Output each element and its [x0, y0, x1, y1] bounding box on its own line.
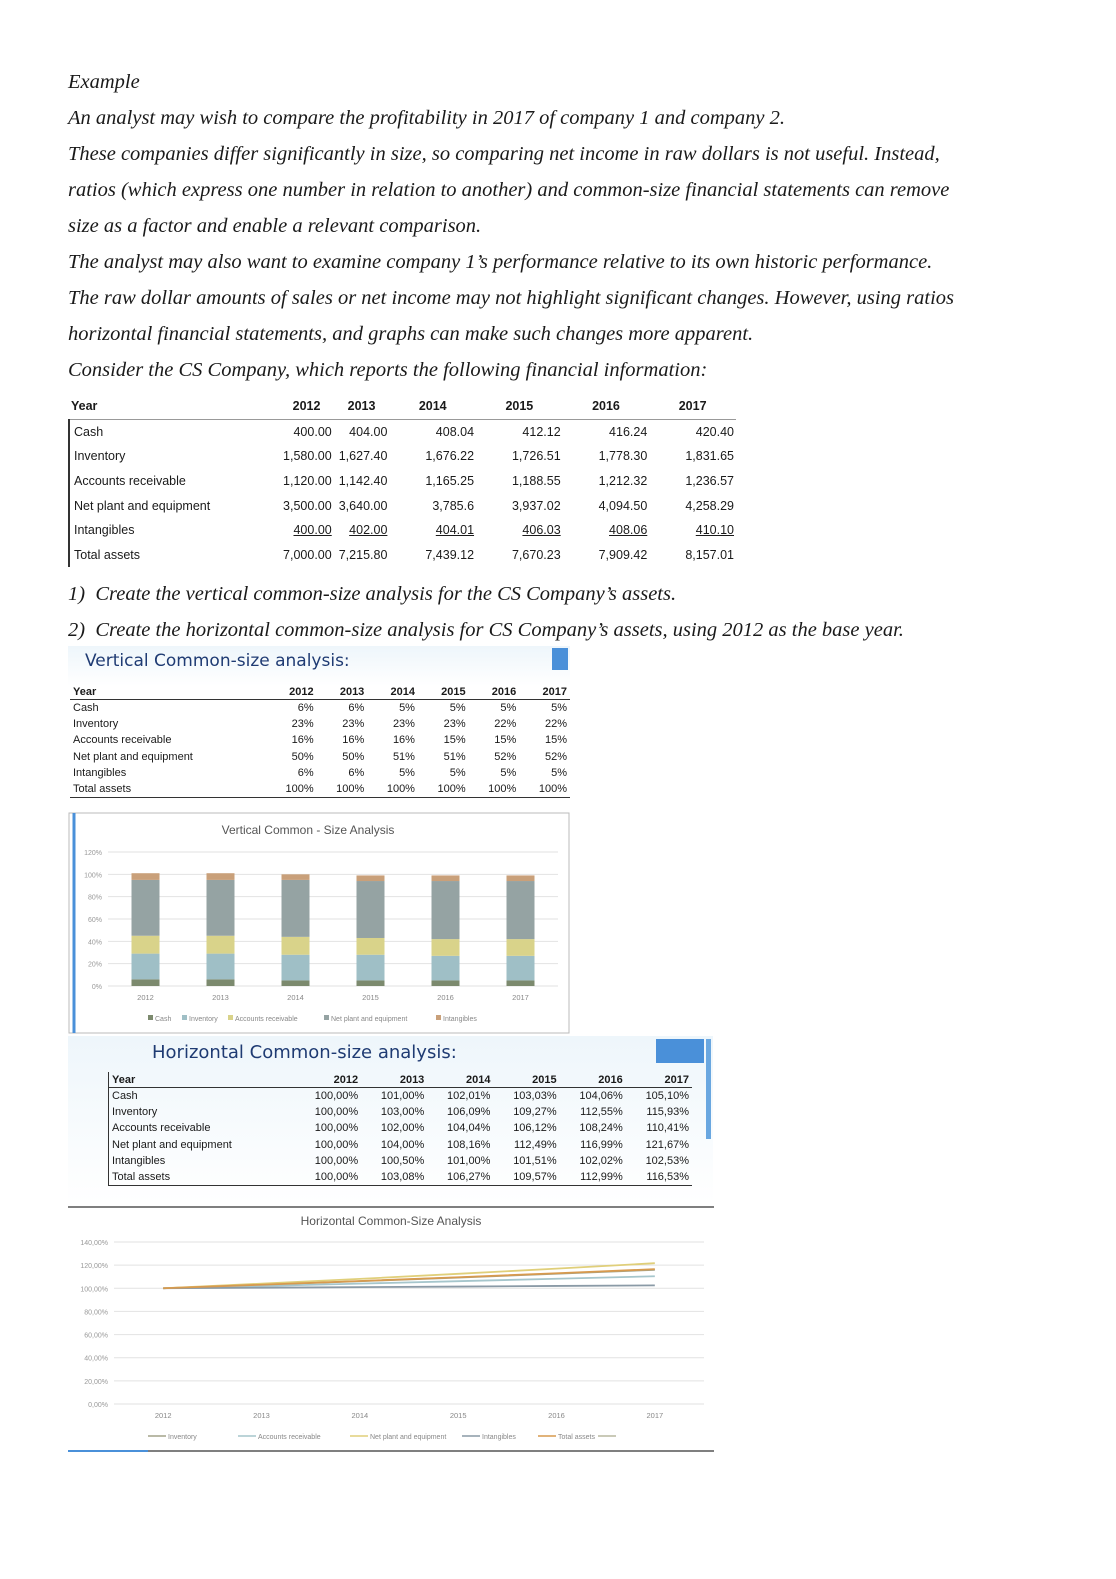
table-cell: 15% — [443, 734, 466, 747]
bar-segment — [432, 956, 460, 981]
decorative-block — [656, 1039, 704, 1063]
legend-swatch — [228, 1015, 233, 1020]
x-tick-label: 2014 — [351, 1411, 369, 1420]
table-cell: 108,24% — [579, 1122, 623, 1135]
y-tick-label: 0,00% — [88, 1402, 108, 1409]
bar-segment — [357, 955, 385, 981]
y-tick-label: 80% — [87, 894, 102, 902]
intro-text — [68, 64, 1068, 388]
y-tick-label: 120% — [84, 850, 102, 857]
legend-label: Intangibles — [482, 1434, 516, 1441]
table-cell: 108,16% — [447, 1138, 491, 1151]
y-tick-label: 100,00% — [80, 1286, 108, 1294]
table-cell: 6% — [297, 766, 314, 779]
series-line — [163, 1263, 655, 1288]
x-tick-label: 2015 — [449, 1411, 467, 1420]
row-label: Intangibles — [73, 766, 127, 779]
table-cell: 3,500.00 — [283, 498, 332, 513]
legend-label: Inventory — [189, 1016, 218, 1023]
table-cell: 6% — [348, 702, 365, 715]
table-cell: 121,67% — [645, 1138, 689, 1151]
bar-segment — [507, 980, 535, 986]
table-cell: 1,627.40 — [338, 449, 388, 464]
table-cell: 100% — [317, 781, 368, 798]
table-cell: 3,640.00 — [338, 498, 388, 513]
x-tick-label: 2015 — [362, 993, 379, 1002]
paragraph-line: Example — [68, 71, 140, 93]
row-label: Net plant and equipment — [69, 493, 279, 518]
bar-segment — [132, 979, 160, 986]
table-cell: 400.00 — [293, 424, 332, 439]
bar-segment — [357, 938, 385, 955]
row-label: Inventory — [73, 718, 119, 731]
decorative-stripe — [706, 1039, 711, 1139]
table-cell: 100,00% — [314, 1138, 359, 1151]
header-cell: 2012 — [266, 684, 317, 700]
bar-segment — [432, 980, 460, 986]
row-label: Intangibles — [69, 518, 279, 543]
question-item: 2) Create the horizontal common-size analysis for CS Company’s assets, using 2012 as the base year. — [68, 619, 904, 641]
table-cell: 100% — [519, 781, 570, 798]
financial-table — [68, 394, 736, 567]
table-row — [70, 781, 570, 798]
header-cell: 2014 — [389, 394, 476, 419]
table-cell: 104,00% — [380, 1138, 425, 1151]
table-cell: 23% — [392, 718, 415, 731]
table-cell: 404.00 — [349, 424, 388, 439]
table-cell: 1,726.51 — [511, 449, 561, 464]
bar-segment — [207, 873, 235, 880]
table-cell: 101,00% — [447, 1154, 491, 1167]
bar-segment — [432, 881, 460, 939]
chart-title: Vertical Common - Size Analysis — [221, 823, 395, 837]
table-cell: 4,258.29 — [685, 498, 734, 513]
table-cell: 1,120.00 — [283, 474, 332, 489]
row-label: Inventory — [112, 1106, 158, 1119]
bar-segment — [207, 936, 235, 954]
table-row — [109, 1153, 693, 1169]
table-cell: 23% — [443, 718, 466, 731]
table-row — [70, 749, 570, 765]
table-cell: 4,094.50 — [598, 498, 648, 513]
row-label: Cash — [69, 419, 279, 444]
table-cell: 103,03% — [513, 1090, 557, 1103]
table-cell: 1,236.57 — [685, 474, 734, 489]
table-cell: 408.04 — [435, 424, 475, 439]
bar-segment — [357, 980, 385, 986]
table-cell: 406.03 — [522, 523, 561, 538]
table-header-row — [70, 684, 570, 700]
horizontal-line-chart — [68, 1206, 714, 1454]
vertical-table — [70, 684, 570, 798]
table-cell: 416.24 — [609, 424, 648, 439]
table-cell: 102,02% — [579, 1154, 623, 1167]
table-row — [70, 732, 570, 748]
table-cell: 100,00% — [314, 1122, 359, 1135]
table-cell: 106,12% — [513, 1122, 557, 1135]
table-row — [70, 716, 570, 732]
table-cell: 1,831.65 — [685, 449, 734, 464]
header-cell: 2013 — [317, 684, 368, 700]
y-tick-label: 20,00% — [84, 1378, 108, 1386]
bar-segment — [207, 880, 235, 936]
x-tick-label: 2014 — [287, 993, 304, 1002]
table-cell: 103,08% — [361, 1169, 427, 1186]
bar-segment — [282, 880, 310, 937]
table-cell: 5% — [399, 766, 415, 779]
legend-label: Total assets — [558, 1434, 595, 1441]
table-row — [69, 444, 736, 469]
header-cell: 2013 — [334, 394, 390, 419]
table-cell: 112,49% — [514, 1138, 557, 1151]
bar-segment — [357, 875, 385, 881]
row-label: Cash — [112, 1090, 138, 1103]
y-tick-label: 60% — [87, 917, 102, 924]
table-cell: 7,000.00 — [283, 547, 332, 562]
table-cell: 5% — [500, 702, 517, 715]
legend-label: Inventory — [168, 1434, 197, 1441]
table-cell: 116,99% — [580, 1138, 623, 1151]
header-cell: 2015 — [418, 684, 469, 700]
table-cell: 6% — [297, 702, 314, 715]
table-cell: 100,00% — [314, 1106, 359, 1119]
row-label: Total assets — [70, 781, 266, 798]
table-cell: 23% — [342, 718, 365, 731]
paragraph-line: ratios (which express one number in relation to another) and common-size financial statements can remove — [68, 179, 950, 201]
table-cell: 8,157.01 — [685, 547, 734, 562]
table-cell: 104,04% — [447, 1122, 491, 1135]
table-row — [109, 1120, 693, 1136]
row-label: Net plant and equipment — [73, 750, 193, 763]
table-cell: 100,00% — [314, 1090, 359, 1103]
table-cell: 52% — [544, 750, 567, 763]
header-cell: 2015 — [493, 1072, 559, 1088]
table-cell: 5% — [500, 766, 517, 779]
table-header-row — [109, 1072, 693, 1088]
table-row — [109, 1104, 693, 1120]
table-cell: 112,55% — [580, 1106, 623, 1119]
table-row — [69, 493, 736, 518]
table-cell: 100% — [469, 781, 520, 798]
y-tick-label: 120,00% — [80, 1263, 108, 1271]
table-row — [69, 543, 736, 568]
table-cell: 110,41% — [646, 1122, 689, 1135]
table-cell: 106,27% — [427, 1169, 493, 1186]
paragraph-line: size as a factor and enable a relevant comparison. — [68, 215, 482, 237]
paragraph-line: An analyst may wish to compare the profitability in 2017 of company 1 and company 2. — [68, 107, 786, 129]
paragraph-line: horizontal financial statements, and graphs can make such changes more apparent. — [68, 323, 754, 345]
table-cell: 22% — [544, 718, 567, 731]
y-tick-label: 100% — [84, 872, 102, 880]
vertical-bar-chart — [68, 812, 570, 1034]
row-label: Accounts receivable — [73, 734, 172, 747]
table-cell: 15% — [494, 734, 517, 747]
legend-swatch — [436, 1015, 441, 1020]
header-cell: 2012 — [295, 1072, 361, 1088]
table-cell: 5% — [399, 702, 415, 715]
header-cell: 2012 — [279, 394, 333, 419]
table-cell: 16% — [342, 734, 365, 747]
table-cell: 115,93% — [646, 1106, 689, 1119]
x-tick-label: 2013 — [212, 993, 229, 1002]
row-label: Net plant and equipment — [112, 1138, 232, 1151]
legend-label: Intangibles — [443, 1016, 477, 1023]
table-cell: 1,142.40 — [338, 474, 388, 489]
x-tick-label: 2016 — [437, 993, 454, 1002]
y-tick-label: 140,00% — [80, 1240, 108, 1247]
x-tick-label: 2017 — [646, 1411, 664, 1420]
question-item: 1) Create the vertical common-size analysis for the CS Company’s assets. — [68, 583, 677, 605]
table-cell: 1,778.30 — [598, 449, 648, 464]
bar-segment — [432, 939, 460, 956]
bar-segment — [207, 979, 235, 986]
row-label: Accounts receivable — [112, 1122, 211, 1135]
table-cell: 50% — [342, 750, 365, 763]
y-tick-label: 40% — [87, 939, 102, 947]
table-cell: 109,57% — [493, 1169, 559, 1186]
bar-segment — [507, 939, 535, 956]
table-cell: 1,580.00 — [283, 449, 332, 464]
y-tick-label: 80,00% — [84, 1309, 108, 1317]
bar-segment — [132, 936, 160, 954]
table-cell: 3,785.6 — [432, 498, 475, 513]
header-cell: 2013 — [361, 1072, 427, 1088]
paragraph-line: The raw dollar amounts of sales or net income may not highlight significant changes. However, using ratios — [68, 287, 955, 309]
header-cell: 2017 — [649, 394, 736, 419]
bar-segment — [207, 954, 235, 980]
header-cell: 2014 — [427, 1072, 493, 1088]
legend-label: Cash — [155, 1016, 172, 1023]
table-cell: 100,00% — [314, 1154, 359, 1167]
table-cell: 101,00% — [380, 1090, 425, 1103]
paragraph-line: These companies differ significantly in size, so comparing net income in raw dollars is not useful. Instead, — [68, 143, 940, 165]
table-cell: 100,50% — [380, 1154, 425, 1167]
table-cell: 16% — [291, 734, 314, 747]
table-cell: 112,99% — [560, 1169, 626, 1186]
table-cell: 402.00 — [349, 523, 388, 538]
bar-segment — [132, 873, 160, 880]
paragraph-line: The analyst may also want to examine company 1’s performance relative to its own historic performance. — [68, 251, 933, 273]
table-cell: 1,676.22 — [425, 449, 475, 464]
header-cell: Year — [69, 394, 279, 419]
table-cell: 22% — [494, 718, 517, 731]
legend-swatch — [148, 1015, 153, 1020]
vertical-section-title: Vertical Common-size analysis: — [85, 651, 350, 671]
row-label: Total assets — [69, 543, 279, 568]
table-cell: 16% — [392, 734, 415, 747]
header-cell: 2016 — [469, 684, 520, 700]
legend-label: Net plant and equipment — [331, 1016, 408, 1023]
legend-swatch — [324, 1015, 329, 1020]
table-cell: 103,00% — [380, 1106, 425, 1119]
table-cell: 100% — [418, 781, 469, 798]
table-row — [69, 518, 736, 543]
legend-label: Accounts receivable — [258, 1434, 321, 1441]
table-cell: 6% — [348, 766, 365, 779]
table-row — [69, 469, 736, 494]
bar-segment — [507, 875, 535, 881]
table-cell: 100% — [266, 781, 317, 798]
table-cell: 100,00% — [295, 1169, 361, 1186]
bar-segment — [282, 937, 310, 955]
bar-segment — [282, 874, 310, 880]
header-cell: 2016 — [563, 394, 650, 419]
table-cell: 5% — [551, 766, 567, 779]
table-cell: 5% — [551, 702, 567, 715]
table-cell: 404.01 — [435, 523, 475, 538]
table-row — [70, 765, 570, 781]
y-tick-label: 20% — [87, 961, 102, 969]
x-tick-label: 2012 — [154, 1411, 172, 1420]
bar-segment — [282, 980, 310, 986]
table-cell: 109,27% — [513, 1106, 557, 1119]
row-label: Intangibles — [112, 1154, 166, 1167]
table-cell: 52% — [494, 750, 517, 763]
table-cell: 420.40 — [695, 424, 734, 439]
table-cell: 23% — [291, 718, 314, 731]
table-cell: 51% — [392, 750, 415, 763]
decorative-block — [552, 648, 568, 670]
x-tick-label: 2017 — [512, 993, 529, 1002]
header-cell: 2016 — [560, 1072, 626, 1088]
bar-segment — [507, 881, 535, 939]
table-row — [69, 419, 736, 444]
table-cell: 104,06% — [579, 1090, 623, 1103]
table-cell: 1,212.32 — [598, 474, 648, 489]
table-cell: 116,53% — [626, 1169, 692, 1186]
table-cell: 7,670.23 — [511, 547, 561, 562]
legend-label: Accounts receivable — [235, 1016, 298, 1023]
x-tick-label: 2016 — [548, 1411, 565, 1420]
table-cell: 100% — [367, 781, 418, 798]
bar-segment — [432, 875, 460, 881]
row-label: Inventory — [69, 444, 279, 469]
table-cell: 105,10% — [645, 1090, 689, 1103]
legend-label: Net plant and equipment — [370, 1434, 447, 1441]
legend-swatch — [182, 1015, 187, 1020]
table-cell: 7,215.80 — [338, 547, 388, 562]
chart-title: Horizontal Common-Size Analysis — [300, 1214, 482, 1228]
table-cell: 50% — [291, 750, 314, 763]
table-cell: 410.10 — [695, 523, 734, 538]
questions — [68, 576, 1068, 648]
paragraph-line: Consider the CS Company, which reports the following financial information: — [68, 359, 708, 381]
table-cell: 106,09% — [447, 1106, 491, 1119]
table-cell: 101,51% — [513, 1154, 557, 1167]
table-cell: 1,165.25 — [425, 474, 475, 489]
table-cell: 51% — [443, 750, 466, 763]
table-cell: 412.12 — [522, 424, 561, 439]
row-label: Accounts receivable — [69, 469, 279, 494]
table-cell: 400.00 — [293, 523, 332, 538]
table-row — [109, 1137, 693, 1153]
table-row — [70, 700, 570, 717]
table-cell: 5% — [449, 702, 466, 715]
table-cell: 1,188.55 — [511, 474, 561, 489]
table-cell: 102,53% — [645, 1154, 689, 1167]
table-cell: 7,909.42 — [598, 547, 648, 562]
row-label: Cash — [73, 702, 99, 715]
header-cell: 2014 — [367, 684, 418, 700]
header-cell: 2015 — [476, 394, 563, 419]
header-cell: 2017 — [519, 684, 570, 700]
table-cell: 3,937.02 — [511, 498, 561, 513]
table-cell: 15% — [544, 734, 567, 747]
header-cell: Year — [109, 1072, 296, 1088]
header-cell: Year — [70, 684, 266, 700]
table-header-row — [69, 394, 736, 419]
bar-segment — [357, 881, 385, 938]
table-cell: 102,01% — [447, 1090, 491, 1103]
horizontal-table — [108, 1072, 692, 1186]
bar-segment — [282, 955, 310, 981]
bar-segment — [132, 880, 160, 936]
y-tick-label: 60,00% — [84, 1332, 108, 1340]
y-tick-label: 0% — [91, 984, 102, 991]
row-label: Total assets — [109, 1169, 296, 1186]
table-cell: 408.06 — [609, 523, 648, 538]
bar-segment — [507, 956, 535, 981]
table-row — [109, 1088, 693, 1105]
bar-segment — [132, 954, 160, 980]
x-tick-label: 2012 — [137, 993, 154, 1002]
header-cell: 2017 — [626, 1072, 692, 1088]
table-cell: 7,439.12 — [425, 547, 475, 562]
y-tick-label: 40,00% — [84, 1355, 108, 1363]
table-row — [109, 1169, 693, 1186]
table-cell: 102,00% — [380, 1122, 425, 1135]
x-tick-label: 2013 — [253, 1411, 270, 1420]
table-cell: 5% — [449, 766, 466, 779]
horizontal-section-title: Horizontal Common-size analysis: — [152, 1042, 457, 1063]
